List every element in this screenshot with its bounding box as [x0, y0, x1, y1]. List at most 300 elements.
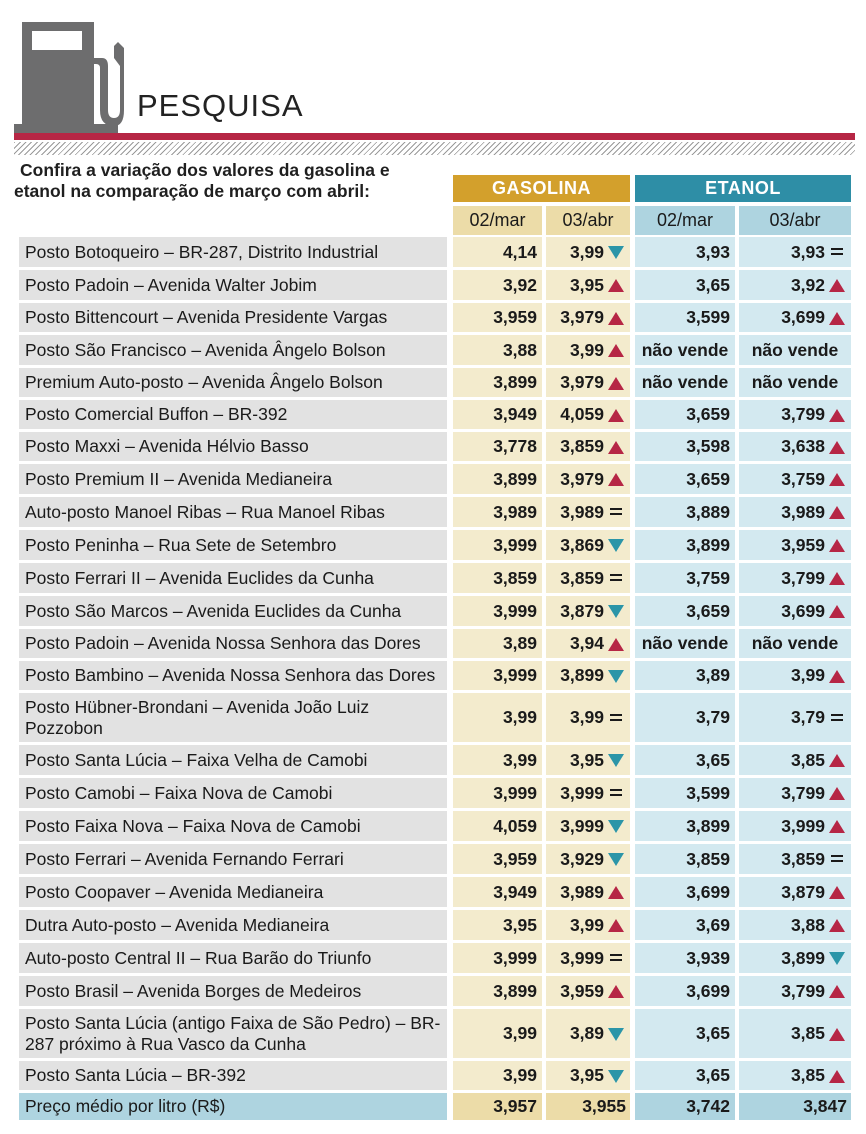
gasolina-mar-cell-value: 3,778: [493, 436, 537, 456]
equals-icon: [607, 786, 626, 800]
etanol-abr-cell-value: 3,99: [790, 665, 825, 685]
gasolina-abr-cell-value: 3,95: [569, 749, 604, 770]
gasolina-abr-cell-value: 4,059: [560, 404, 604, 424]
etanol-abr-cell: [739, 303, 851, 332]
table-row: [0, 303, 866, 335]
gasolina-mar-cell-value: 3,99: [502, 749, 537, 770]
gasolina-abr-cell: [546, 563, 630, 593]
equals-icon: [828, 245, 847, 259]
etanol-abr-cell-value: 3,85: [790, 749, 825, 770]
gasolina-mar-cell: [453, 303, 542, 332]
gasolina-abr-cell-value: 3,979: [560, 372, 604, 392]
etanol-mar-cell-value: 3,899: [686, 815, 730, 836]
gasolina-abr-cell-value: 3,99: [569, 241, 604, 262]
gasolina-abr-cell-value: 3,979: [560, 307, 604, 327]
table-row: [0, 563, 866, 596]
equals-icon: [607, 711, 626, 725]
etanol-mar-cell: [635, 943, 735, 973]
etanol-abr-cell-value: 3,999: [781, 815, 825, 836]
gasolina-mar-cell-value: 3,99: [502, 707, 537, 727]
equals-icon: [607, 951, 626, 965]
etanol-mar-cell: [635, 976, 735, 1006]
average-gasolina-mar: [453, 1093, 542, 1120]
gasolina-abr-cell-value: 3,99: [569, 914, 604, 935]
gasolina-mar-cell-value: 3,88: [502, 339, 537, 360]
gasolina-abr-cell: [546, 745, 630, 775]
gasolina-mar-cell-value: 3,999: [493, 534, 537, 555]
gasolina-mar-cell: [453, 811, 542, 841]
table-row: [0, 368, 866, 400]
etanol-mar-cell: [635, 778, 735, 808]
equals-icon: [607, 571, 626, 585]
etanol-mar-cell: [635, 811, 735, 841]
gasolina-abr-cell: [546, 943, 630, 973]
table-row: [0, 400, 866, 432]
etanol-mar-cell: [635, 661, 735, 690]
table-row: [0, 778, 866, 811]
etanol-abr-cell-value: 3,92: [790, 274, 825, 295]
etanol-abr-cell: [739, 368, 851, 397]
station-name: Auto-posto Central II – Rua Barão do Triunfo: [19, 943, 447, 973]
etanol-mar-cell-value: 3,759: [686, 567, 730, 588]
etanol-mar-cell: [635, 629, 735, 658]
etanol-abr-cell-value: 3,699: [781, 600, 825, 621]
triangle-up-icon: [828, 786, 847, 800]
triangle-up-icon: [828, 311, 847, 325]
triangle-down-icon: [607, 753, 626, 767]
gasolina-mar-cell-value: 3,989: [493, 501, 537, 522]
gasolina-abr-cell-value: 3,999: [560, 947, 604, 968]
gasolina-mar-cell: [453, 745, 542, 775]
gasolina-abr-cell: [546, 811, 630, 841]
triangle-down-icon: [607, 852, 626, 866]
etanol-abr-cell-value: não vende: [751, 339, 839, 360]
etanol-mar-cell-value: 3,899: [686, 534, 730, 555]
etanol-abr-cell-value: 3,879: [781, 881, 825, 902]
etanol-abr-cell-value: 3,899: [781, 947, 825, 968]
triangle-up-icon: [828, 753, 847, 767]
gasolina-mar-cell-value: 3,999: [493, 782, 537, 803]
triangle-up-icon: [607, 343, 626, 357]
etanol-abr-cell: [739, 629, 851, 658]
gasolina-mar-cell: [453, 400, 542, 429]
etanol-abr-cell: [739, 877, 851, 907]
etanol-mar-cell-value: 3,939: [686, 947, 730, 968]
etanol-mar-cell-value: 3,65: [695, 274, 730, 295]
title-underline: [14, 133, 855, 140]
gasolina-mar-cell: [453, 530, 542, 560]
etanol-abr-cell: [739, 270, 851, 300]
gasolina-abr-cell-value: 3,959: [560, 980, 604, 1001]
etanol-abr-cell-value: 3,699: [781, 307, 825, 327]
triangle-up-icon: [607, 440, 626, 454]
gasolina-abr-cell: [546, 844, 630, 874]
etanol-abr-cell: [739, 464, 851, 494]
gasolina-mar-cell: [453, 976, 542, 1006]
etanol-mar-cell: [635, 270, 735, 300]
triangle-up-icon: [828, 505, 847, 519]
gasolina-mar-cell-value: 3,89: [502, 633, 537, 653]
etanol-abr-cell-value: 3,93: [790, 241, 825, 262]
average-etanol-abr: [739, 1093, 851, 1120]
etanol-abr-cell-value: não vende: [751, 633, 839, 653]
table-row: [0, 596, 866, 629]
average-etanol-mar-value: 3,742: [686, 1096, 730, 1116]
etanol-mar-cell-value: 3,659: [686, 600, 730, 621]
equals-icon: [828, 852, 847, 866]
gasolina-mar-cell: [453, 629, 542, 658]
average-etanol-mar: [635, 1093, 735, 1120]
etanol-mar-cell: [635, 596, 735, 626]
etanol-abr-cell-value: 3,88: [790, 914, 825, 935]
station-name: Posto São Francisco – Avenida Ângelo Bolson: [19, 335, 447, 365]
gasolina-abr-cell: [546, 400, 630, 429]
intro-text: [14, 160, 434, 202]
triangle-up-icon: [607, 637, 626, 651]
etanol-mar-cell-value: 3,79: [695, 707, 730, 727]
station-name: Posto Coopaver – Avenida Medianeira: [19, 877, 447, 907]
etanol-mar-cell-value: 3,65: [695, 1023, 730, 1043]
etanol-mar-cell-value: 3,599: [686, 307, 730, 327]
gasolina-abr-cell: [546, 464, 630, 494]
station-name: Posto Santa Lúcia – Faixa Velha de Camobi: [19, 745, 447, 775]
average-price-row: [0, 1093, 866, 1123]
gasolina-abr-cell-value: 3,989: [560, 881, 604, 902]
station-name: Auto-posto Manoel Ribas – Rua Manoel Ribas: [19, 497, 447, 527]
gasolina-mar-cell-value: 3,99: [502, 1023, 537, 1043]
triangle-up-icon: [828, 604, 847, 618]
gasolina-abr-cell-value: 3,989: [560, 501, 604, 522]
etanol-mar-cell-value: 3,699: [686, 881, 730, 902]
triangle-up-icon: [828, 472, 847, 486]
etanol-mar-cell: [635, 844, 735, 874]
gasolina-mar-cell: [453, 844, 542, 874]
gasolina-mar-cell: [453, 237, 542, 267]
gasolina-mar-cell: [453, 778, 542, 808]
gasolina-mar-cell-value: 3,999: [493, 600, 537, 621]
gasolina-mar-cell-value: 4,059: [493, 815, 537, 836]
etanol-abr-cell: [739, 237, 851, 267]
etanol-abr-cell-value: 3,85: [790, 1065, 825, 1085]
table-row: [0, 237, 866, 270]
gasolina-mar-cell: [453, 335, 542, 365]
etanol-mar-cell-value: 3,69: [695, 914, 730, 935]
equals-icon: [607, 505, 626, 519]
average-price-label: Preço médio por litro (R$): [19, 1093, 447, 1120]
gasolina-mar-cell-value: 3,899: [493, 468, 537, 489]
triangle-up-icon: [828, 1069, 847, 1083]
etanol-abr-cell: [739, 530, 851, 560]
gasolina-mar-cell: [453, 432, 542, 461]
gasolina-mar-cell: [453, 563, 542, 593]
etanol-mar-cell: [635, 497, 735, 527]
etanol-mar-cell-value: 3,598: [686, 436, 730, 456]
etanol-mar-cell-value: não vende: [641, 372, 729, 392]
table-row: [0, 844, 866, 877]
etanol-mar-cell: [635, 1009, 735, 1058]
gasolina-mar-cell-value: 3,999: [493, 665, 537, 685]
etanol-abr-cell-value: 3,959: [781, 534, 825, 555]
gasolina-mar-cell-value: 3,959: [493, 307, 537, 327]
table-row: [0, 1061, 866, 1093]
table-row: [0, 432, 866, 464]
etanol-mar-cell-value: 3,65: [695, 749, 730, 770]
etanol-mar-cell: [635, 464, 735, 494]
etanol-abr-cell: [739, 563, 851, 593]
gasolina-mar-cell-value: 3,859: [493, 567, 537, 588]
gasolina-abr-cell: [546, 596, 630, 626]
etanol-abr-cell: [739, 745, 851, 775]
gasolina-abr-cell-value: 3,94: [569, 633, 604, 653]
triangle-down-icon: [607, 538, 626, 552]
hatch-divider: [14, 142, 855, 155]
station-name: Posto São Marcos – Avenida Euclides da Cunha: [19, 596, 447, 626]
gasolina-abr-cell-value: 3,879: [560, 600, 604, 621]
triangle-up-icon: [607, 885, 626, 899]
station-name: Posto Brasil – Avenida Borges de Medeiros: [19, 976, 447, 1006]
gasolina-mar-cell-value: 3,949: [493, 404, 537, 424]
station-name: Posto Padoin – Avenida Nossa Senhora das Dores: [19, 629, 447, 658]
intro-line-1: Confira a variação dos valores da gasolina e: [20, 160, 390, 180]
table-row: [0, 661, 866, 693]
average-gasolina-mar-value: 3,957: [493, 1096, 537, 1116]
table-row: [0, 497, 866, 530]
etanol-abr-cell-value: 3,799: [781, 567, 825, 588]
etanol-abr-cell: [739, 400, 851, 429]
etanol-mar-cell: [635, 303, 735, 332]
etanol-abr-cell: [739, 910, 851, 940]
gasolina-abr-cell: [546, 877, 630, 907]
table-row: [0, 629, 866, 661]
etanol-mar-cell-value: 3,89: [695, 665, 730, 685]
gasolina-abr-cell-value: 3,869: [560, 534, 604, 555]
etanol-date-1: 02/mar: [635, 206, 735, 235]
station-name: Posto Comercial Buffon – BR-392: [19, 400, 447, 429]
etanol-mar-cell-value: não vende: [641, 633, 729, 653]
etanol-abr-cell: [739, 844, 851, 874]
table-row: [0, 1009, 866, 1061]
station-name: Posto Hübner-Brondani – Avenida João Luiz Pozzobon: [19, 693, 447, 742]
gasolina-abr-cell: [546, 335, 630, 365]
gasolina-abr-cell: [546, 629, 630, 658]
gasolina-mar-cell: [453, 497, 542, 527]
page-title: PESQUISA: [137, 88, 304, 123]
etanol-abr-cell-value: 3,85: [790, 1023, 825, 1043]
station-name: Posto Ferrari – Avenida Fernando Ferrari: [19, 844, 447, 874]
gasolina-header: GASOLINA: [453, 175, 630, 202]
gasolina-mar-cell-value: 3,949: [493, 881, 537, 902]
table-row: [0, 877, 866, 910]
etanol-abr-cell: [739, 335, 851, 365]
gasolina-abr-cell: [546, 368, 630, 397]
gasolina-abr-cell: [546, 976, 630, 1006]
triangle-down-icon: [607, 245, 626, 259]
etanol-mar-cell: [635, 1061, 735, 1090]
table-row: [0, 270, 866, 303]
etanol-mar-cell-value: 3,699: [686, 980, 730, 1001]
etanol-abr-cell: [739, 432, 851, 461]
etanol-mar-cell-value: 3,93: [695, 241, 730, 262]
etanol-abr-cell-value: 3,79: [790, 707, 825, 727]
gasolina-mar-cell: [453, 368, 542, 397]
station-name: Posto Maxxi – Avenida Hélvio Basso: [19, 432, 447, 461]
gasolina-abr-cell-value: 3,99: [569, 339, 604, 360]
triangle-up-icon: [828, 538, 847, 552]
triangle-up-icon: [607, 278, 626, 292]
etanol-mar-cell: [635, 368, 735, 397]
gasolina-abr-cell: [546, 693, 630, 742]
table-row: [0, 745, 866, 778]
gasolina-abr-cell-value: 3,999: [560, 815, 604, 836]
etanol-abr-cell: [739, 1061, 851, 1090]
gasolina-abr-cell-value: 3,859: [560, 436, 604, 456]
etanol-mar-cell-value: 3,859: [686, 848, 730, 869]
etanol-mar-cell: [635, 745, 735, 775]
etanol-abr-cell: [739, 497, 851, 527]
gasolina-mar-cell: [453, 270, 542, 300]
etanol-abr-cell-value: 3,859: [781, 848, 825, 869]
etanol-mar-cell: [635, 530, 735, 560]
etanol-abr-cell: [739, 778, 851, 808]
triangle-up-icon: [607, 376, 626, 390]
triangle-up-icon: [607, 918, 626, 932]
etanol-mar-cell: [635, 335, 735, 365]
station-name: Posto Camobi – Faixa Nova de Camobi: [19, 778, 447, 808]
station-name: Posto Botoqueiro – BR-287, Distrito Industrial: [19, 237, 447, 267]
gasolina-abr-cell-value: 3,99: [569, 707, 604, 727]
etanol-mar-cell-value: 3,599: [686, 782, 730, 803]
triangle-up-icon: [607, 311, 626, 325]
etanol-abr-cell: [739, 596, 851, 626]
station-name: Dutra Auto-posto – Avenida Medianeira: [19, 910, 447, 940]
etanol-abr-cell-value: 3,799: [781, 404, 825, 424]
gasolina-mar-cell: [453, 910, 542, 940]
gasolina-mar-cell: [453, 877, 542, 907]
fuel-pump-icon: [14, 18, 132, 136]
etanol-date-2: 03/abr: [739, 206, 851, 235]
average-gasolina-abr: [546, 1093, 630, 1120]
etanol-abr-cell-value: 3,799: [781, 782, 825, 803]
etanol-abr-cell-value: 3,759: [781, 468, 825, 489]
gasolina-abr-cell-value: 3,979: [560, 468, 604, 489]
station-name: Posto Premium II – Avenida Medianeira: [19, 464, 447, 494]
gasolina-mar-cell: [453, 1061, 542, 1090]
etanol-mar-cell: [635, 910, 735, 940]
table-row: [0, 693, 866, 745]
etanol-header: ETANOL: [635, 175, 851, 202]
etanol-mar-cell: [635, 432, 735, 461]
table-row: [0, 464, 866, 497]
gasolina-abr-cell: [546, 661, 630, 690]
etanol-mar-cell-value: 3,659: [686, 468, 730, 489]
gasolina-mar-cell-value: 3,92: [502, 274, 537, 295]
gasolina-abr-cell: [546, 497, 630, 527]
gasolina-abr-cell: [546, 432, 630, 461]
equals-icon: [828, 711, 847, 725]
gasolina-date-2: 03/abr: [546, 206, 630, 235]
gasolina-abr-cell-value: 3,859: [560, 567, 604, 588]
triangle-up-icon: [828, 984, 847, 998]
etanol-mar-cell: [635, 400, 735, 429]
gasolina-mar-cell-value: 3,959: [493, 848, 537, 869]
gasolina-abr-cell: [546, 303, 630, 332]
etanol-abr-cell: [739, 661, 851, 690]
gasolina-abr-cell: [546, 270, 630, 300]
station-name: Posto Santa Lúcia (antigo Faixa de São Pedro) – BR-287 próximo à Rua Vasco da Cunha: [19, 1009, 447, 1058]
etanol-mar-cell-value: 3,659: [686, 404, 730, 424]
gasolina-abr-cell-value: 3,999: [560, 782, 604, 803]
etanol-abr-cell: [739, 1009, 851, 1058]
gasolina-mar-cell-value: 3,899: [493, 980, 537, 1001]
gasolina-abr-cell-value: 3,89: [569, 1023, 604, 1043]
etanol-abr-cell-value: 3,989: [781, 501, 825, 522]
gasolina-mar-cell: [453, 661, 542, 690]
station-name: Posto Padoin – Avenida Walter Jobim: [19, 270, 447, 300]
gasolina-abr-cell: [546, 530, 630, 560]
gasolina-mar-cell-value: 4,14: [502, 241, 537, 262]
triangle-up-icon: [828, 885, 847, 899]
etanol-abr-cell: [739, 811, 851, 841]
gasolina-abr-cell: [546, 1061, 630, 1090]
etanol-mar-cell-value: 3,889: [686, 501, 730, 522]
etanol-abr-cell: [739, 976, 851, 1006]
gasolina-abr-cell: [546, 778, 630, 808]
etanol-abr-cell-value: 3,638: [781, 436, 825, 456]
station-name: Posto Peninha – Rua Sete de Setembro: [19, 530, 447, 560]
table-row: [0, 335, 866, 368]
triangle-up-icon: [828, 669, 847, 683]
gasolina-abr-cell-value: 3,95: [569, 274, 604, 295]
station-name: Posto Faixa Nova – Faixa Nova de Camobi: [19, 811, 447, 841]
triangle-up-icon: [828, 408, 847, 422]
station-name: Posto Bambino – Avenida Nossa Senhora das Dores: [19, 661, 447, 690]
table-row: [0, 910, 866, 943]
gasolina-mar-cell: [453, 943, 542, 973]
gasolina-abr-cell-value: 3,899: [560, 665, 604, 685]
station-name: Premium Auto-posto – Avenida Ângelo Bolson: [19, 368, 447, 397]
gasolina-mar-cell-value: 3,99: [502, 1065, 537, 1085]
gasolina-abr-cell: [546, 237, 630, 267]
table-row: [0, 811, 866, 844]
gasolina-mar-cell: [453, 596, 542, 626]
triangle-down-icon: [607, 819, 626, 833]
triangle-up-icon: [828, 1027, 847, 1041]
triangle-up-icon: [607, 472, 626, 486]
etanol-mar-cell: [635, 237, 735, 267]
gasolina-mar-cell-value: 3,899: [493, 372, 537, 392]
triangle-up-icon: [828, 918, 847, 932]
triangle-up-icon: [828, 571, 847, 585]
station-name: Posto Santa Lúcia – BR-392: [19, 1061, 447, 1090]
triangle-up-icon: [828, 819, 847, 833]
gasolina-mar-cell-value: 3,999: [493, 947, 537, 968]
etanol-abr-cell: [739, 693, 851, 742]
table-row: [0, 530, 866, 563]
triangle-down-icon: [607, 1069, 626, 1083]
triangle-down-icon: [607, 669, 626, 683]
triangle-up-icon: [828, 278, 847, 292]
gasolina-abr-cell-value: 3,929: [560, 848, 604, 869]
gasolina-mar-cell: [453, 693, 542, 742]
table-row: [0, 976, 866, 1009]
gasolina-mar-cell: [453, 1009, 542, 1058]
average-etanol-abr-value: 3,847: [803, 1096, 847, 1116]
table-row: [0, 943, 866, 976]
gasolina-abr-cell: [546, 910, 630, 940]
triangle-up-icon: [607, 984, 626, 998]
triangle-up-icon: [607, 408, 626, 422]
triangle-down-icon: [828, 951, 847, 965]
